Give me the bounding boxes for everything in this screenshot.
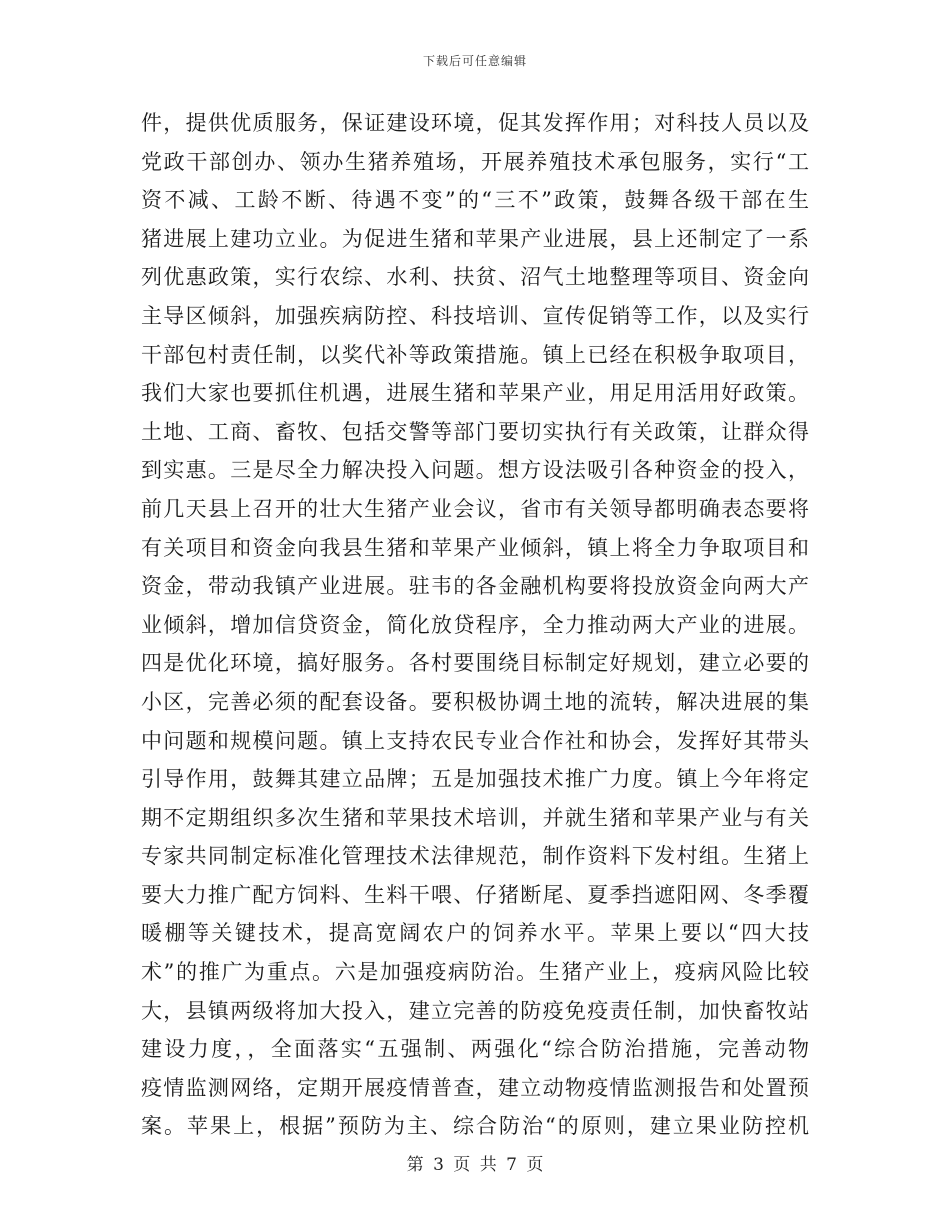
body-line: 大，县镇两级将加大投入，建立完善的防疫免疫责任制，加快畜牧站 xyxy=(141,998,809,1023)
body-line: 资金，带动我镇产业进展。驻韦的各金融机构要将投放资金向两大产 xyxy=(141,574,809,599)
body-line: 资不减、工龄不断、待遇不变”的“三不”政策，鼓舞各级干部在生 xyxy=(141,188,809,213)
body-line: 暖棚等关键技术，提高宽阔农户的饲养水平。苹果上要以“四大技 xyxy=(141,921,809,946)
body-line: 主导区倾斜，加强疾病防控、科技培训、宣传促销等工作，以及实行 xyxy=(141,303,809,328)
body-line: 前几天县上召开的壮大生猪产业会议，省市有关领导都明确表态要将 xyxy=(141,496,809,521)
body-line: 土地、工商、畜牧、包括交警等部门要切实执行有关政策，让群众得 xyxy=(141,419,809,444)
body-line: 件，提供优质服务，保证建设环境，促其发挥作用；对科技人员以及 xyxy=(141,111,809,135)
body-line: 期不定期组织多次生猪和苹果技术培训，并就生猪和苹果产业与有关 xyxy=(141,805,809,830)
body-line: 术”的推广为重点。六是加强疫病防治。生猪产业上，疫病风险比较 xyxy=(141,960,809,985)
page-header: 下载后可任意编辑 xyxy=(422,54,527,68)
body-line: 引导作用，鼓舞其建立品牌；五是加强技术推广力度。镇上今年将定 xyxy=(141,767,809,792)
body-line: 我们大家也要抓住机遇，进展生猪和苹果产业，用足用活用好政策。 xyxy=(141,381,809,406)
body-line: 党政干部创办、领办生猪养殖场，开展养殖技术承包服务，实行“工 xyxy=(141,149,809,174)
body-line: 中问题和规模问题。镇上支持农民专业合作社和协会，发挥好其带头 xyxy=(141,728,809,753)
body-line: 列优惠政策，实行农综、水利、扶贫、沼气土地整理等项目、资金向 xyxy=(141,265,809,290)
document-body xyxy=(141,104,809,1146)
body-line: 疫情监测网络，定期开展疫情普查，建立动物疫情监测报告和处置预 xyxy=(141,1075,809,1100)
body-line: 专家共同制定标准化管理技术法律规范，制作资料下发村组。生猪上 xyxy=(141,844,809,869)
body-line: 干部包村责任制，以奖代补等政策措施。镇上已经在积极争取项目， xyxy=(141,342,809,367)
body-line: 小区，完善必须的配套设备。要积极协调土地的流转，解决进展的集 xyxy=(141,689,809,714)
body-line: 建设力度，，全面落实“五强制、两强化“综合防治措施，完善动物 xyxy=(141,1037,809,1062)
page-number-footer: 第 3 页 共 7 页 xyxy=(406,1155,544,1175)
body-line: 有关项目和资金向我县生猪和苹果产业倾斜，镇上将全力争取项目和 xyxy=(141,535,809,560)
body-line: 要大力推广配方饲料、生料干喂、仔猪断尾、夏季挡遮阳网、冬季覆 xyxy=(141,882,809,907)
body-line: 业倾斜，增加信贷资金，简化放贷程序，全力推动两大产业的进展。 xyxy=(141,612,809,637)
body-line: 猪进展上建功立业。为促进生猪和苹果产业进展，县上还制定了一系 xyxy=(141,226,809,251)
body-line: 到实惠。三是尽全力解决投入问题。想方设法吸引各种资金的投入， xyxy=(141,458,809,483)
body-line: 案。苹果上，根据”预防为主、综合防治“的原则，建立果业防控机 xyxy=(141,1114,809,1139)
body-line: 四是优化环境，搞好服务。各村要围绕目标制定好规划，建立必要的 xyxy=(141,651,809,676)
